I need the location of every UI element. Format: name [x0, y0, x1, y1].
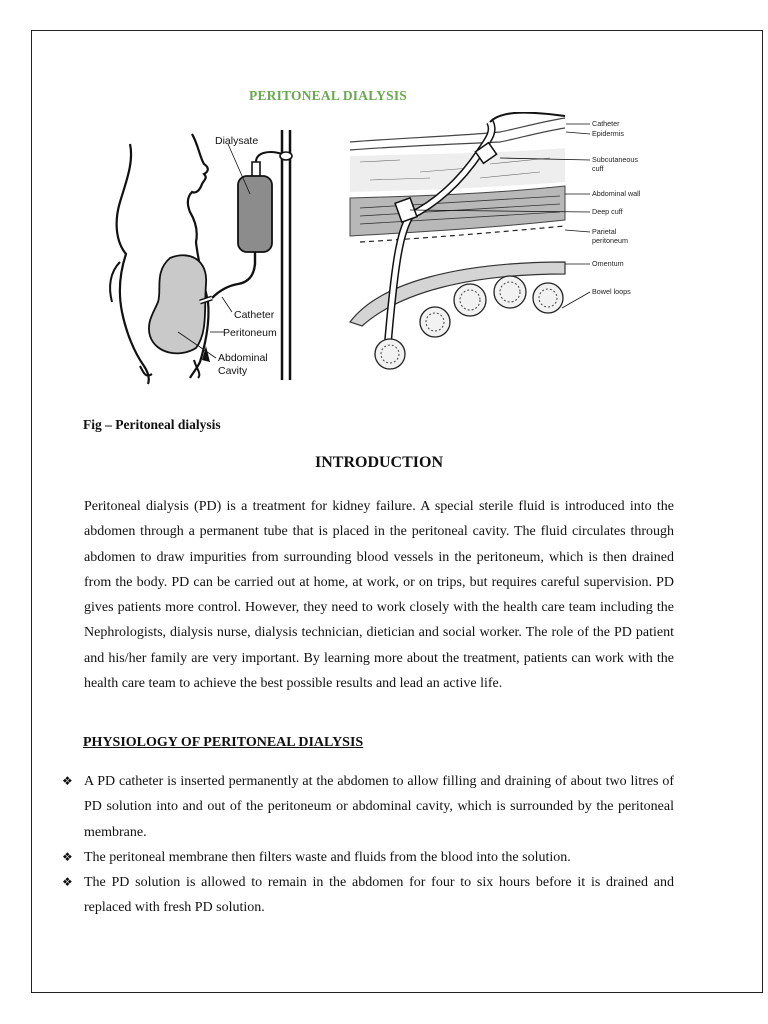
- physiology-heading: PHYSIOLOGY OF PERITONEAL DIALYSIS: [83, 735, 364, 750]
- abdominal-label: Abdominal: [218, 352, 268, 364]
- bullet-text: A PD catheter is inserted permanently at the abdomen to allow filling and draining of about two litres of PD solution into and out of the peritoneum or abdominal cavity, which is surrounded by the peritoneal membrane.: [84, 774, 674, 840]
- list-item: [62, 870, 674, 921]
- omentum-label: Omentum: [592, 259, 624, 268]
- introduction-heading: INTRODUCTION: [314, 454, 443, 471]
- subcutaneous-cuff-label-2: cuff: [592, 164, 604, 173]
- figure-caption: Fig – Peritoneal dialysis: [83, 417, 221, 432]
- diamond-bullet-icon: ❖: [62, 849, 73, 864]
- subcutaneous-cuff-label: Subcutaneous: [592, 155, 638, 164]
- parietal-peritoneum-label: Parietal: [592, 227, 617, 236]
- parietal-peritoneum-label-2: peritoneum: [592, 236, 628, 245]
- abdominal-wall-cross-section: [340, 112, 670, 397]
- epidermis-label: Epidermis: [592, 129, 624, 138]
- deep-cuff-label: Deep cuff: [592, 207, 623, 216]
- list-item: [62, 845, 674, 870]
- abdominal-wall-label: Abdominal wall: [592, 189, 641, 198]
- bullet-text: The PD solution is allowed to remain in the abdomen for four to six hours before it is drained and replaced with fresh PD solution.: [84, 875, 674, 916]
- list-item: [62, 769, 674, 845]
- page-title: PERITONEAL DIALYSIS: [249, 88, 407, 103]
- catheter-label: Catheter: [234, 309, 275, 321]
- diamond-bullet-icon: ❖: [62, 875, 73, 890]
- bullet-text: The peritoneal membrane then filters waste and fluids from the blood into the solution.: [84, 849, 571, 865]
- bowel-loops-label: Bowel loops: [592, 287, 631, 296]
- peritoneum-label: Peritoneum: [223, 327, 277, 339]
- physiology-bullet-list: [62, 769, 674, 921]
- cavity-label: Cavity: [218, 365, 248, 377]
- catheter-label: Catheter: [592, 119, 620, 128]
- introduction-paragraph: Peritoneal dialysis (PD) is a treatment for kidney failure. A special sterile fluid is introduced into the abdomen through a permanent tube that is placed in the peritoneal cavity. The fluid circulates through abdomen to draw impurities from surrounding blood vessels in the peritoneum, which is then drained from the body. PD can be carried out at home, at work, or on trips, but requires careful supervision. PD gives patients more control. However, they need to work closely with the health care team including the Nephrologists, dialysis nurse, dialysis technician, dietician and social worker. The role of the PD patient and his/her family are very important. By learning more about the treatment, patients can work with the health care team to achieve the best possible results and lead an active life.: [84, 499, 674, 692]
- patient-dialysis-illustration: [100, 122, 300, 387]
- dialysate-label: Dialysate: [215, 135, 259, 147]
- diamond-bullet-icon: ❖: [62, 774, 73, 788]
